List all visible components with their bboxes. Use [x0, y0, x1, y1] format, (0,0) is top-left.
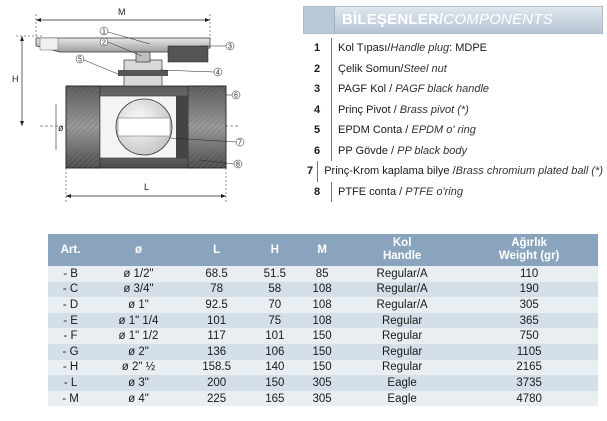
table-cell: 305 [300, 375, 344, 391]
component-item [303, 100, 603, 121]
m-dimension [36, 7, 210, 40]
component-text [318, 165, 603, 177]
component-number: 7 [303, 161, 318, 182]
component-en: PAGF black handle [395, 83, 490, 96]
table-row [48, 344, 598, 360]
table-cell: 117 [184, 328, 249, 344]
component-en: Steel nut [403, 62, 447, 75]
table-cell: 150 [300, 360, 344, 376]
component-en: Brass pivot (*) [399, 103, 469, 116]
table-cell: Eagle [344, 391, 460, 407]
components-list [303, 38, 603, 202]
table-cell: 2165 [460, 360, 598, 376]
table-cell: 190 [460, 282, 598, 298]
component-tr: PTFE conta / [338, 185, 406, 198]
h-label: H [12, 74, 19, 84]
component-en: PP black body [397, 144, 468, 157]
components-title [342, 11, 553, 28]
column-header: Art. [48, 234, 93, 266]
component-item [303, 120, 603, 141]
table-cell: 225 [184, 391, 249, 407]
valve-handle [36, 38, 210, 62]
table-cell: 108 [300, 282, 344, 298]
table-row [48, 391, 598, 407]
column-header: L [184, 234, 249, 266]
component-text [332, 42, 487, 54]
component-tr: Prinç Pivot / [338, 103, 400, 116]
svg-text:4: 4 [216, 69, 220, 77]
component-tr: Prinç-Krom kaplama bilye / [324, 165, 456, 178]
table-cell: 92.5 [184, 297, 249, 313]
component-number: 8 [303, 182, 332, 203]
table-cell: ø 1/2" [93, 266, 184, 282]
component-item [303, 141, 603, 162]
table-cell: - B [48, 266, 93, 282]
table-cell: ø 1" [93, 297, 184, 313]
column-header: Kol Handle [344, 234, 460, 266]
table-cell: 106 [249, 344, 300, 360]
components-header [303, 6, 603, 34]
component-tr: Çelik Somun/ [338, 62, 404, 75]
svg-text:1: 1 [102, 28, 106, 36]
table-cell: ø 2" [93, 344, 184, 360]
svg-text:3: 3 [228, 43, 232, 51]
table-cell: - G [48, 344, 93, 360]
table-cell: 136 [184, 344, 249, 360]
component-number: 4 [303, 100, 332, 121]
table-row [48, 282, 598, 298]
table-cell: - F [48, 328, 93, 344]
component-item [303, 79, 603, 100]
table-cell: 158.5 [184, 360, 249, 376]
table-row [48, 360, 598, 376]
table-cell: Eagle [344, 375, 460, 391]
component-number: 2 [303, 59, 332, 80]
component-en: Handle plug [390, 42, 450, 55]
ball-valve-drawing [0, 0, 300, 215]
svg-text:6: 6 [234, 92, 238, 100]
l-dimension [66, 168, 226, 202]
component-text [332, 63, 447, 75]
component-en: Brass chromium plated ball (*) [455, 165, 603, 178]
table-cell: ø 2" ½ [93, 360, 184, 376]
table-cell: - D [48, 297, 93, 313]
table-cell: 58 [249, 282, 300, 298]
table-cell: 140 [249, 360, 300, 376]
table-cell: 78 [184, 282, 249, 298]
table-cell: - H [48, 360, 93, 376]
table-cell: 108 [300, 313, 344, 329]
column-header: ø [93, 234, 184, 266]
table-cell: - E [48, 313, 93, 329]
component-text [332, 145, 467, 157]
components-panel [303, 6, 603, 202]
table-cell: 68.5 [184, 266, 249, 282]
h-dimension [12, 36, 42, 126]
component-tr: Kol Tıpası/ [338, 42, 391, 55]
table-cell: 200 [184, 375, 249, 391]
table-cell: 108 [300, 297, 344, 313]
component-number: 3 [303, 79, 332, 100]
component-text [332, 124, 476, 136]
column-header: Ağırlık Weight (gr) [460, 234, 598, 266]
table-cell: 1105 [460, 344, 598, 360]
table-cell: 150 [300, 344, 344, 360]
component-number: 5 [303, 120, 332, 141]
table-cell: 51.5 [249, 266, 300, 282]
table-cell: 165 [249, 391, 300, 407]
svg-text:7: 7 [238, 139, 242, 147]
component-number: 1 [303, 38, 332, 59]
column-header: M [300, 234, 344, 266]
component-text [332, 104, 469, 116]
table-row [48, 313, 598, 329]
component-en: PTFE o'ring [405, 185, 463, 198]
svg-text:8: 8 [236, 161, 240, 169]
table-cell: Regular [344, 360, 460, 376]
component-tr: PP Gövde / [338, 144, 398, 157]
m-label: M [118, 7, 126, 17]
table-cell: 750 [460, 328, 598, 344]
table-cell: ø 1" 1/2 [93, 328, 184, 344]
component-number: 6 [303, 141, 332, 162]
table-cell: 150 [249, 375, 300, 391]
table-cell: ø 1" 1/4 [93, 313, 184, 329]
table-cell: 85 [300, 266, 344, 282]
table-row [48, 266, 598, 282]
table-cell: Regular [344, 328, 460, 344]
table-cell: 305 [460, 297, 598, 313]
table-cell: 101 [184, 313, 249, 329]
table-cell: Regular/A [344, 282, 460, 298]
table-row [48, 328, 598, 344]
component-item [303, 38, 603, 59]
table-row [48, 297, 598, 313]
table-cell: 70 [249, 297, 300, 313]
table-cell: 305 [300, 391, 344, 407]
spec-header-row [48, 234, 598, 266]
l-label: L [144, 182, 150, 192]
table-cell: 4780 [460, 391, 598, 407]
table-cell: Regular [344, 313, 460, 329]
table-cell: 110 [460, 266, 598, 282]
table-cell: - C [48, 282, 93, 298]
table-cell: ø 3/4" [93, 282, 184, 298]
component-tr: PAGF Kol / [338, 83, 396, 96]
column-header: H [249, 234, 300, 266]
title-tr: BİLEŞENLER/ [342, 11, 444, 28]
table-cell: 150 [300, 328, 344, 344]
title-en: COMPONENTS [443, 11, 553, 28]
component-text [332, 186, 463, 198]
spec-table [48, 234, 598, 406]
svg-text:2: 2 [102, 39, 106, 47]
table-cell: - L [48, 375, 93, 391]
table-cell: Regular [344, 344, 460, 360]
header-accent [304, 7, 335, 33]
spec-body [48, 266, 598, 406]
component-item [303, 59, 603, 80]
table-cell: 365 [460, 313, 598, 329]
table-cell: 101 [249, 328, 300, 344]
table-cell: 3735 [460, 375, 598, 391]
component-tail: : MDPE [449, 42, 488, 55]
component-item [303, 182, 603, 203]
table-row [48, 375, 598, 391]
table-cell: ø 3" [93, 375, 184, 391]
component-en: EPDM o' ring [411, 124, 476, 137]
component-tr: EPDM Conta / [338, 124, 412, 137]
component-item [303, 161, 603, 182]
component-text [332, 83, 489, 95]
table-cell: Regular/A [344, 266, 460, 282]
svg-text:5: 5 [78, 56, 82, 64]
table-cell: - M [48, 391, 93, 407]
table-cell: ø 4" [93, 391, 184, 407]
table-cell: 75 [249, 313, 300, 329]
valve-body [66, 86, 226, 168]
diameter-label: ø [58, 123, 64, 133]
table-cell: Regular/A [344, 297, 460, 313]
